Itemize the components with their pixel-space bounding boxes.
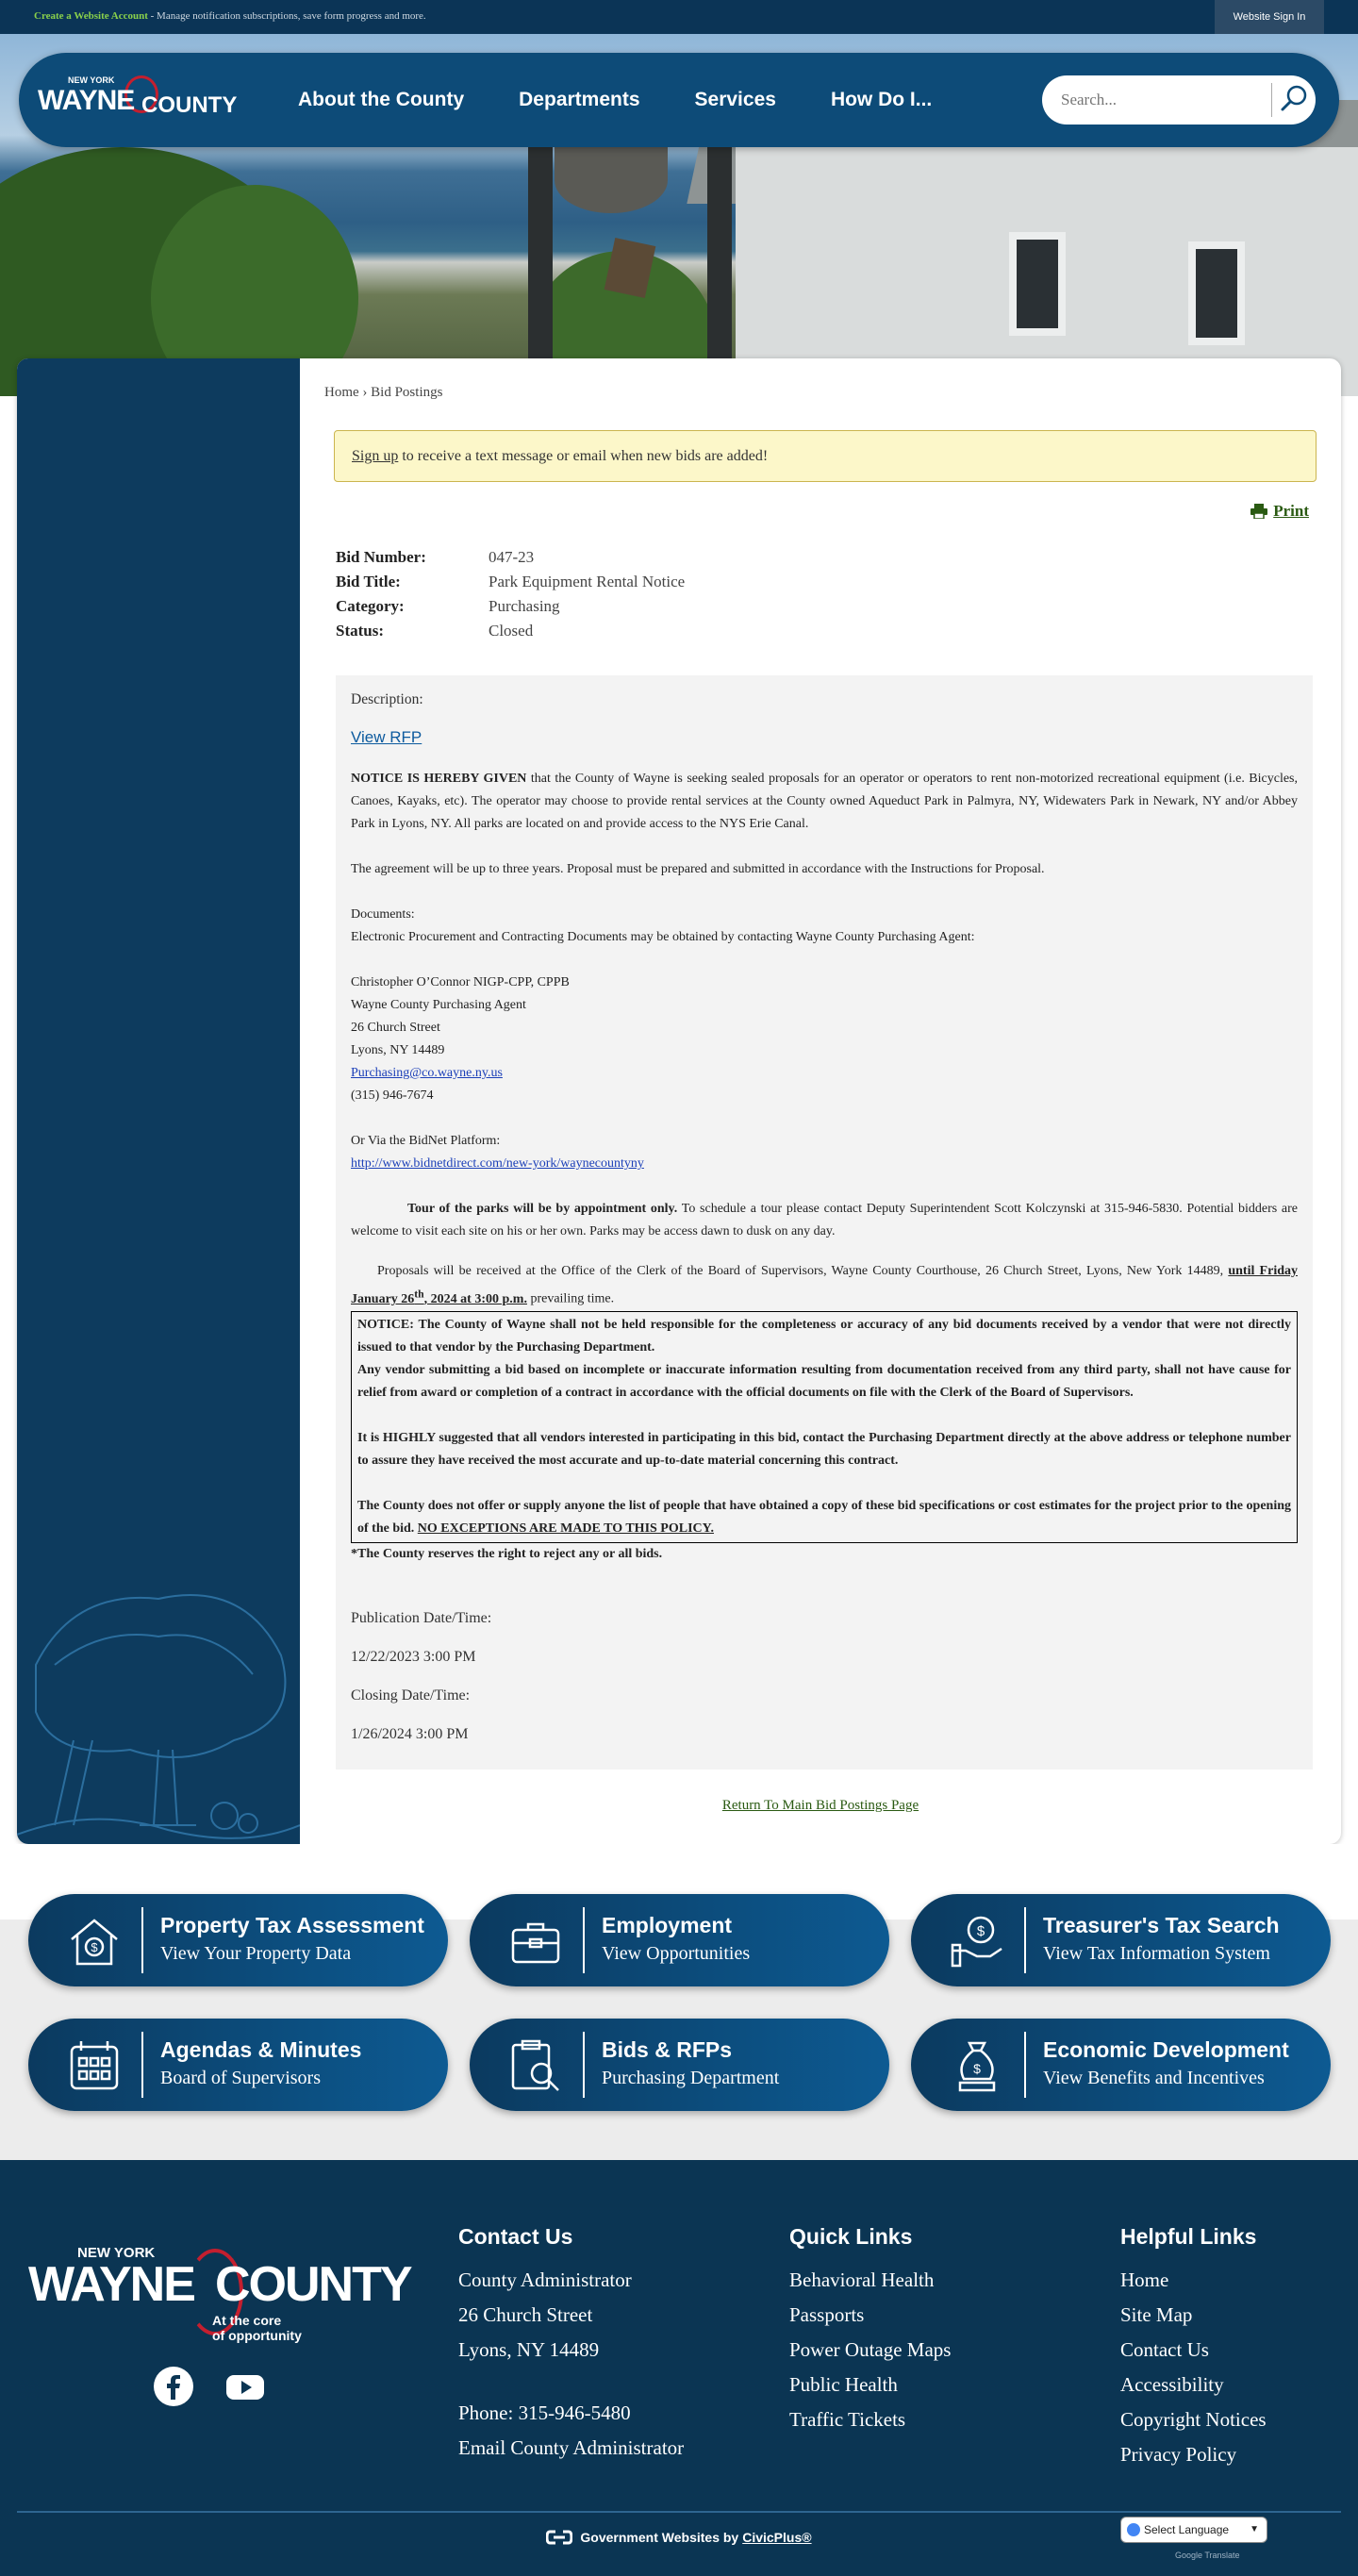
footer-contact-title: Contact Us bbox=[458, 2224, 573, 2249]
purchasing-email-link[interactable]: Purchasing@co.wayne.ny.us bbox=[351, 1066, 503, 1080]
footer-link-traffic-tickets[interactable]: Traffic Tickets bbox=[789, 2408, 906, 2431]
nav-how-do-i[interactable]: How Do I... bbox=[830, 89, 933, 110]
signup-alert bbox=[334, 430, 1317, 482]
notice-paragraph bbox=[351, 768, 1298, 836]
breadcrumb-home-link[interactable]: Home bbox=[324, 385, 359, 400]
footer-link-power-outage-maps[interactable]: Power Outage Maps bbox=[789, 2338, 952, 2361]
footer-contact-line: Lyons, NY 14489 bbox=[458, 2338, 600, 2361]
contact-phone: (315) 946-7674 bbox=[351, 1089, 434, 1103]
svg-text:$: $ bbox=[973, 2061, 981, 2076]
bid-category-row bbox=[336, 594, 685, 619]
contact-city: Lyons, NY 14489 bbox=[351, 1043, 445, 1057]
bidnet-label: Or Via the BidNet Platform: bbox=[351, 1134, 501, 1148]
site-footer bbox=[0, 2160, 1358, 2576]
proposals-until: until Friday January 26 bbox=[351, 1264, 1298, 1306]
hero-window bbox=[1188, 241, 1245, 345]
bid-field-label: Bid Number: bbox=[336, 548, 426, 566]
footer-divider bbox=[17, 2511, 1341, 2513]
documents-label: Documents: bbox=[351, 907, 415, 922]
tile-title: Employment bbox=[602, 1913, 733, 1937]
contact-name: Christopher O’Connor NIGP-CPP, CPPB bbox=[351, 975, 570, 989]
chevron-down-icon: ▼ bbox=[1250, 2524, 1259, 2534]
gov-text: Government Websites by bbox=[580, 2530, 739, 2545]
footer-link-home[interactable]: Home bbox=[1120, 2269, 1169, 2291]
return-to-bid-postings-link[interactable]: Return To Main Bid Postings Page bbox=[721, 1798, 919, 1813]
bidnet-link[interactable]: http://www.bidnetdirect.com/new-york/waynecountyny bbox=[351, 1156, 644, 1171]
search-divider bbox=[1271, 83, 1272, 117]
footer-contact-phone: Phone: 315-946-5480 bbox=[458, 2401, 631, 2424]
tile-title: Treasurer's Tax Search bbox=[1043, 1913, 1280, 1937]
tile-separator bbox=[1024, 2032, 1026, 2098]
print-button[interactable] bbox=[1250, 502, 1309, 521]
main-navigation bbox=[19, 53, 1339, 147]
tile-bids-rfps[interactable] bbox=[470, 2019, 889, 2111]
footer-email-link[interactable]: Email County Administrator bbox=[458, 2436, 685, 2459]
top-utility-bar bbox=[0, 0, 1358, 34]
search-button[interactable] bbox=[1278, 81, 1316, 119]
breadcrumb bbox=[324, 385, 442, 401]
tile-economic-development[interactable] bbox=[911, 2019, 1331, 2111]
tile-treasurers-tax-search[interactable] bbox=[911, 1894, 1331, 1986]
footer-logo-tagline: At the core bbox=[212, 2313, 282, 2328]
logo-state: NEW YORK bbox=[68, 75, 115, 85]
footer-contact-line: County Administrator bbox=[458, 2269, 632, 2291]
closing-label: Closing Date/Time: bbox=[351, 1687, 471, 1703]
footer-link-copyright[interactable]: Copyright Notices bbox=[1120, 2408, 1267, 2431]
hero-bell bbox=[555, 147, 668, 213]
notice-box-paragraph: Any vendor submitting a bid based on incomplete or inaccurate information resulting from documentation received from any third party, shall not have cause for relief from award or completion of a contract in accordance with the official documents on file with the Clerk of the Board of Supervisors. bbox=[357, 1362, 1291, 1400]
footer-contact-line: 26 Church Street bbox=[458, 2303, 593, 2326]
main-content-card bbox=[17, 358, 1341, 1844]
footer-quick-title: Quick Links bbox=[789, 2224, 913, 2249]
tile-employment[interactable] bbox=[470, 1894, 889, 1986]
youtube-link[interactable] bbox=[224, 2366, 266, 2407]
footer-logo-county: COUNTY bbox=[215, 2257, 411, 2312]
house-dollar-icon bbox=[66, 1913, 123, 1969]
briefcase-icon bbox=[507, 1913, 564, 1969]
view-rfp-link[interactable]: View RFP bbox=[351, 728, 422, 746]
footer-logo[interactable] bbox=[28, 2224, 411, 2343]
google-translate-credit: Google Translate bbox=[1175, 2551, 1240, 2560]
tile-separator bbox=[141, 2032, 143, 2098]
publication-value: 12/22/2023 3:00 PM bbox=[351, 1648, 476, 1665]
footer-link-passports[interactable]: Passports bbox=[789, 2303, 865, 2326]
search-icon bbox=[1278, 81, 1312, 115]
agreement-text: The agreement will be up to three years. Proposal must be prepared and submitted in accordance with the Instructions for Proposal. bbox=[351, 862, 1045, 876]
footer-link-accessibility[interactable]: Accessibility bbox=[1120, 2373, 1224, 2396]
contact-title: Wayne County Purchasing Agent bbox=[351, 998, 526, 1012]
description-panel bbox=[336, 675, 1313, 1770]
bid-status-row bbox=[336, 619, 685, 643]
footer-logo-state: NEW YORK bbox=[77, 2245, 156, 2261]
breadcrumb-separator: › bbox=[358, 385, 372, 400]
language-select[interactable] bbox=[1120, 2517, 1267, 2543]
bid-info-table bbox=[336, 545, 685, 643]
account-notice-text: - Manage notification subscriptions, save form progress and more. bbox=[147, 10, 426, 22]
tile-subtitle: View Your Property Data bbox=[160, 1943, 352, 1964]
civicplus-logo-icon bbox=[546, 2530, 572, 2545]
civicplus-link[interactable]: CivicPlus® bbox=[742, 2530, 812, 2545]
bid-title-row bbox=[336, 570, 685, 594]
footer-link-public-health[interactable]: Public Health bbox=[789, 2373, 898, 2396]
account-notice bbox=[34, 10, 426, 22]
notice-box-text: The County does not offer or supply anyone the list of people that have obtained a copy of these bid specifications or cost estimates for the project prior to the opening of the bid. bbox=[357, 1498, 1291, 1536]
footer-link-behavioral-health[interactable]: Behavioral Health bbox=[789, 2269, 935, 2291]
publication-label: Publication Date/Time: bbox=[351, 1609, 492, 1626]
description-body bbox=[351, 675, 1298, 1746]
tile-subtitle: View Opportunities bbox=[602, 1943, 751, 1964]
tour-text: To schedule a tour please contact Deputy Superintendent Scott Kolczynski at 315-946-5830. Potential bidders are welcome to visit each site on his or her own. Parks may be access dawn to dusk on any day. bbox=[351, 1202, 1298, 1238]
proposals-time: , 2024 at 3:00 p.m. bbox=[423, 1291, 527, 1306]
footer-link-site-map[interactable]: Site Map bbox=[1120, 2303, 1193, 2326]
logo-county: COUNTY bbox=[141, 92, 238, 118]
tile-title: Agendas & Minutes bbox=[160, 2037, 362, 2062]
tile-subtitle: View Tax Information System bbox=[1043, 1943, 1270, 1964]
footer-quick-links bbox=[789, 2224, 951, 2437]
search-box bbox=[1042, 75, 1316, 125]
no-exceptions-text: NO EXCEPTIONS ARE MADE TO THIS POLICY. bbox=[417, 1521, 714, 1536]
footer-helpful-links bbox=[1120, 2224, 1267, 2472]
hand-coin-icon bbox=[949, 1913, 1005, 1969]
notice-bold: NOTICE IS HEREBY GIVEN bbox=[351, 772, 527, 786]
reserve-text: *The County reserves the right to reject any or all bids. bbox=[351, 1546, 663, 1561]
nav-about-the-county[interactable]: About the County bbox=[298, 89, 465, 110]
footer-link-contact-us[interactable]: Contact Us bbox=[1120, 2338, 1209, 2361]
notice-text: that the County of Wayne is seeking sealed proposals for an operator or operators to rent non-motorized recreational equipment (i.e. Bicycles, Canoes, Kayaks, etc). The operator may choose to provide rental services at the County owned Aqueduct Park in Palmyra, NY, Widewaters Park in Newark, NY and/or Abbey Park in Lyons, NY. All parks are located on and provide access to the NYS Erie Canal. bbox=[351, 772, 1298, 831]
notice-box-paragraph: NOTICE: The County of Wayne shall not be held responsible for the completeness or accuracy of any bid documents received by a vendor that were not directly issued to that vendor by the Purchasing Department. bbox=[357, 1317, 1291, 1354]
youtube-icon bbox=[224, 2366, 266, 2407]
proposals-end: prevailing time. bbox=[526, 1291, 615, 1306]
svg-text:$: $ bbox=[976, 1923, 985, 1939]
tour-bold: Tour of the parks will be by appointment only. bbox=[407, 1202, 678, 1216]
bid-field-label: Status: bbox=[336, 622, 385, 640]
description-label: Description: bbox=[351, 691, 423, 707]
documents-text: Electronic Procurement and Contracting Documents may be obtained by contacting Wayne County Purchasing Agent: bbox=[351, 930, 975, 944]
bid-number-row bbox=[336, 545, 685, 570]
tile-separator bbox=[583, 2032, 585, 2098]
tile-title: Economic Development bbox=[1043, 2037, 1289, 2062]
search-input[interactable] bbox=[1061, 89, 1268, 111]
footer-helpful-title: Helpful Links bbox=[1120, 2224, 1257, 2249]
nav-links bbox=[298, 53, 986, 147]
bid-number-value: 047-23 bbox=[489, 548, 535, 566]
quick-links-section bbox=[0, 1877, 1358, 2160]
contact-street: 26 Church Street bbox=[351, 1021, 440, 1035]
signup-link[interactable]: Sign up bbox=[352, 448, 399, 464]
nav-services[interactable]: Services bbox=[694, 89, 776, 110]
tree-illustration-icon bbox=[17, 1523, 300, 1844]
tile-subtitle: Purchasing Department bbox=[602, 2068, 780, 2088]
website-sign-in-button[interactable]: Website Sign In bbox=[1215, 0, 1324, 34]
signup-alert-text: to receive a text message or email when new bids are added! bbox=[398, 448, 769, 464]
svg-text:$: $ bbox=[91, 1940, 98, 1954]
tile-agendas-minutes[interactable] bbox=[28, 2019, 448, 2111]
notice-box-paragraph bbox=[357, 1495, 1291, 1540]
calendar-icon bbox=[66, 2037, 123, 2094]
money-bag-icon bbox=[949, 2037, 1005, 2094]
tile-title: Property Tax Assessment bbox=[160, 1913, 424, 1937]
tile-separator bbox=[1024, 1907, 1026, 1973]
tile-separator bbox=[583, 1907, 585, 1973]
facebook-link[interactable] bbox=[153, 2366, 194, 2407]
nav-departments[interactable]: Departments bbox=[519, 89, 640, 110]
bid-status-value: Closed bbox=[489, 622, 534, 640]
tour-paragraph bbox=[351, 1198, 1298, 1243]
tile-property-tax-assessment[interactable] bbox=[28, 1894, 448, 1986]
bid-title-value: Park Equipment Rental Notice bbox=[489, 573, 686, 590]
tile-title: Bids & RFPs bbox=[602, 2037, 733, 2062]
return-link-wrap bbox=[300, 1798, 1341, 1814]
proposals-paragraph bbox=[351, 1260, 1298, 1311]
bid-field-label: Bid Title: bbox=[336, 573, 401, 590]
breadcrumb-current: Bid Postings bbox=[371, 385, 443, 400]
bid-category-value: Purchasing bbox=[489, 597, 560, 615]
create-account-link[interactable]: Create a Website Account bbox=[34, 10, 148, 22]
left-sidebar bbox=[17, 358, 300, 1844]
wayne-county-logo[interactable] bbox=[36, 70, 243, 130]
logo-wayne: WAYNE bbox=[38, 85, 135, 116]
bid-field-label: Category: bbox=[336, 597, 405, 615]
bid-notice-box bbox=[351, 1311, 1298, 1543]
tile-subtitle: View Benefits and Incentives bbox=[1043, 2068, 1265, 2088]
printer-icon bbox=[1250, 504, 1267, 519]
footer-logo-wayne: WAYNE bbox=[28, 2257, 194, 2312]
footer-link-privacy[interactable]: Privacy Policy bbox=[1120, 2443, 1237, 2466]
proposals-text: Proposals will be received at the Office of the Clerk of the Board of Supervisors, Wayne County Courthouse, 26 Church Street, Lyons, New York 14489, bbox=[377, 1264, 1229, 1278]
google-icon bbox=[1127, 2523, 1140, 2536]
hero-window bbox=[1009, 232, 1066, 336]
proposals-sup: th bbox=[414, 1288, 424, 1300]
footer-contact-us bbox=[458, 2224, 684, 2466]
tile-separator bbox=[141, 1907, 143, 1973]
footer-logo-tagline: of opportunity bbox=[212, 2328, 302, 2343]
bid-detail-content bbox=[300, 358, 1341, 1844]
language-select-label: Select Language bbox=[1144, 2523, 1230, 2536]
print-label: Print bbox=[1273, 502, 1309, 520]
facebook-icon bbox=[153, 2366, 194, 2407]
tile-subtitle: Board of Supervisors bbox=[160, 2068, 321, 2088]
clipboard-search-icon bbox=[507, 2037, 564, 2094]
notice-box-paragraph: It is HIGHLY suggested that all vendors interested in participating in this bid, contact the Purchasing Department directly at the above address or telephone number to assure they have received the most accurate and up-to-date material concerning this contract. bbox=[357, 1430, 1291, 1468]
closing-value: 1/26/2024 3:00 PM bbox=[351, 1725, 469, 1742]
